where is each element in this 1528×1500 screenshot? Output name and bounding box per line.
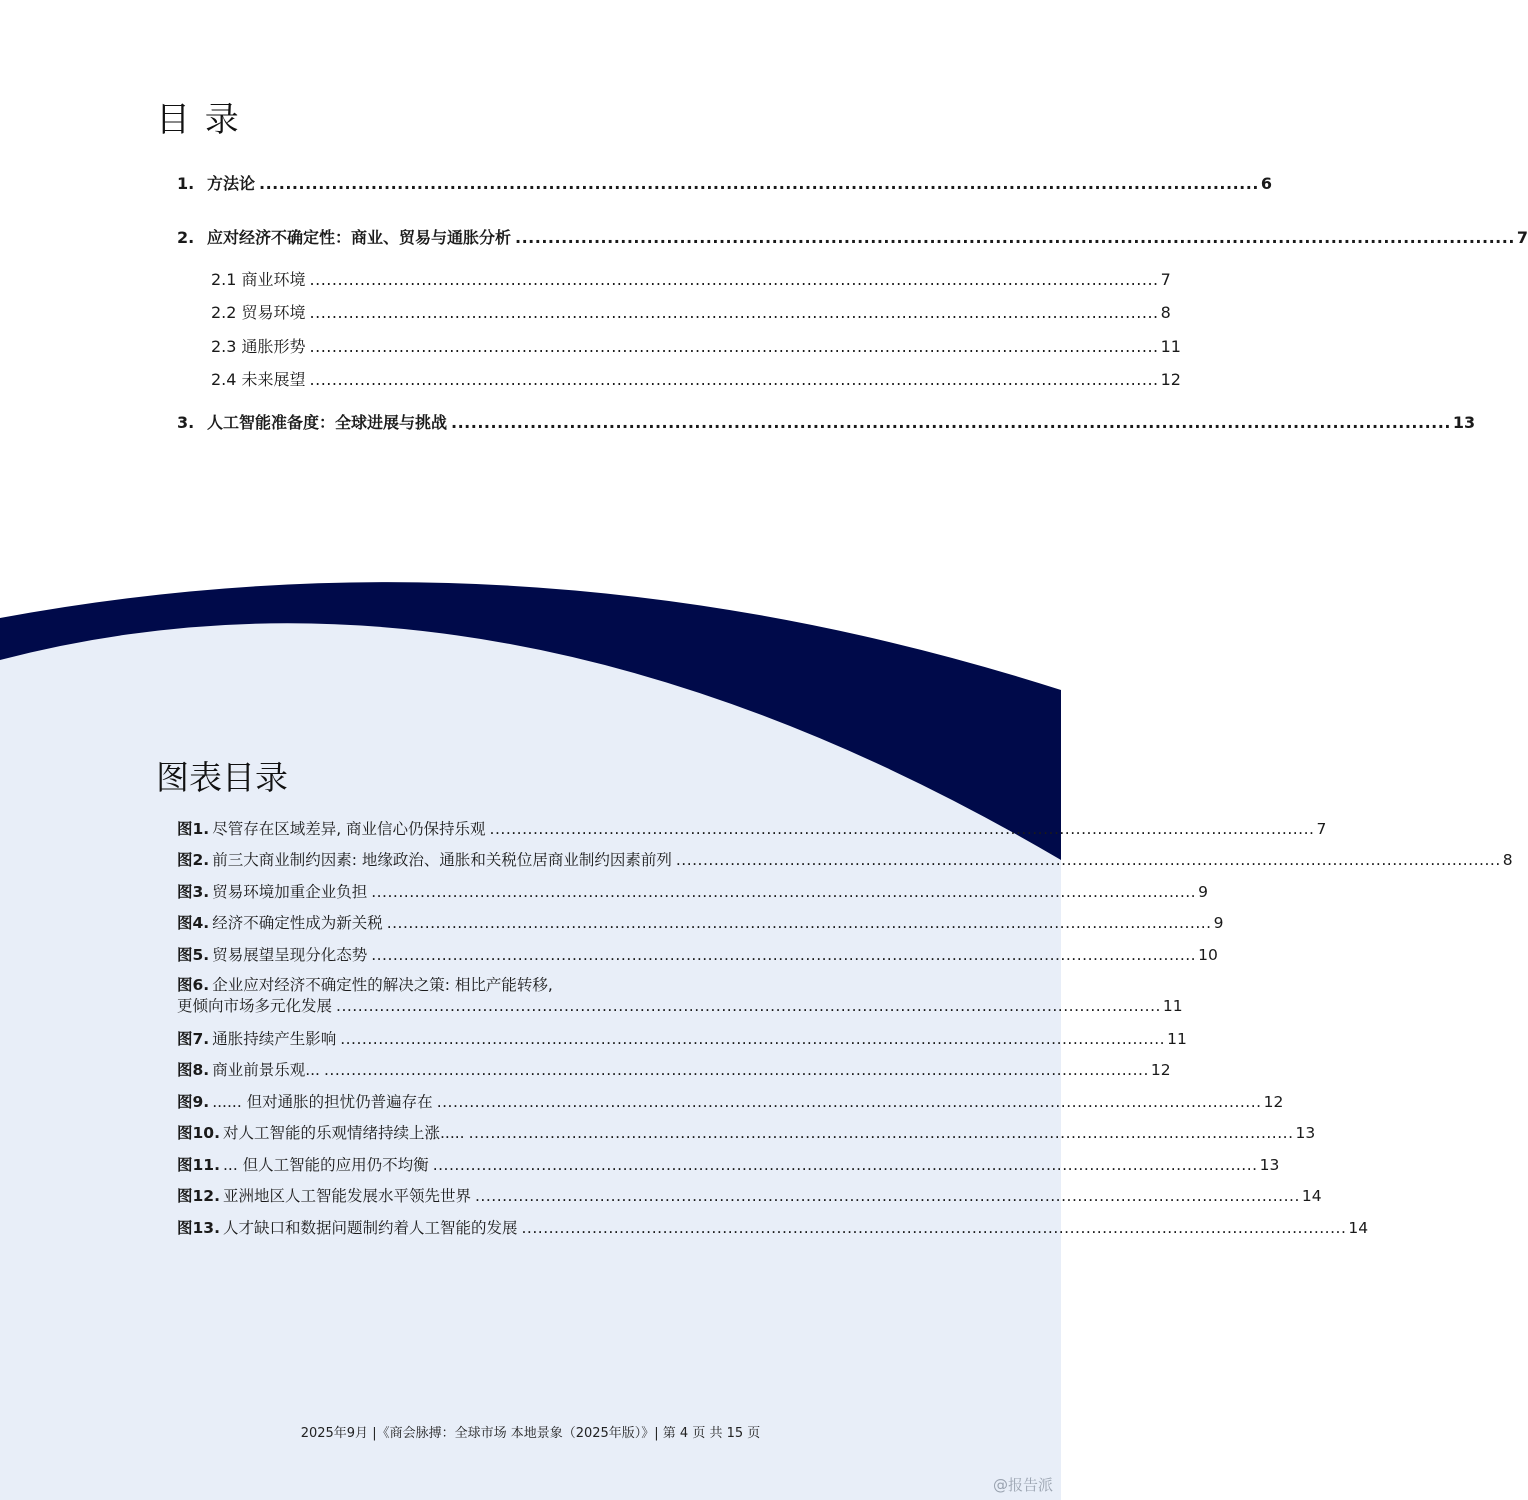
figure-page: 10: [1198, 946, 1218, 964]
toc-entry-page: 7: [1516, 228, 1528, 247]
leader-dots: ........................................................................................................................................................: [323, 1061, 1149, 1079]
toc-entry-page: 8: [1160, 303, 1171, 322]
figure-entry[interactable]: [177, 1091, 1284, 1113]
toc-entry-label: 2.3 通胀形势: [211, 337, 306, 356]
figure-entry[interactable]: [177, 1059, 1171, 1081]
figure-number: 图8.: [177, 1061, 210, 1079]
figure-page: 7: [1316, 820, 1327, 838]
figure-entry[interactable]: [177, 912, 1224, 934]
toc-entry-page: 12: [1160, 370, 1181, 389]
leader-dots: ........................................................................................................................................................: [489, 820, 1315, 838]
figure-number: 图11.: [177, 1156, 220, 1174]
figure-label: 尽管存在区域差异, 商业信心仍保持乐观: [212, 820, 486, 838]
figure-number: 图5.: [177, 946, 210, 964]
leader-dots: ........................................................................................................................................................: [309, 370, 1159, 389]
figure-label-continued: 更倾向市场多元化发展: [177, 997, 333, 1015]
figure-entry[interactable]: [177, 944, 1218, 966]
figure-label: 贸易展望呈现分化态势: [212, 946, 368, 964]
figure-entry[interactable]: [177, 1028, 1187, 1050]
figure-page: 9: [1198, 883, 1208, 901]
figure-label: 对人工智能的乐观情绪持续上涨.....: [222, 1124, 465, 1142]
toc-entry-number: 2.: [177, 228, 195, 247]
figure-number: 图6.: [177, 976, 210, 994]
leader-dots: ........................................................................................................................................................: [371, 883, 1197, 901]
toc-entry[interactable]: [177, 173, 1273, 195]
figure-label: ...... 但对通胀的担忧仍普遍存在: [212, 1093, 433, 1111]
toc-entry-number: 3.: [177, 413, 195, 432]
figure-number: 图2.: [177, 851, 210, 869]
figure-entry[interactable]: [177, 1185, 1322, 1207]
leader-dots: ........................................................................................................................................................: [474, 1187, 1300, 1205]
figure-number: 图12.: [177, 1187, 220, 1205]
figure-page: 11: [1162, 997, 1183, 1015]
leader-dots: ........................................................................................................................................................: [468, 1124, 1294, 1142]
toc-entry[interactable]: [177, 412, 1476, 434]
toc-subentry[interactable]: [211, 302, 1171, 324]
page-footer: 2025年9月 |《商会脉搏：全球市场 本地景象（2025年版）》| 第 4 页 共 15 页: [300, 1426, 761, 1441]
toc-subentry[interactable]: [211, 369, 1181, 391]
figure-page: 13: [1259, 1156, 1280, 1174]
figure-entry[interactable]: [177, 975, 1183, 1017]
figure-page: 8: [1502, 851, 1513, 869]
toc-entry[interactable]: [177, 227, 1528, 249]
toc-entry-label: 方法论: [207, 174, 256, 193]
toc-entry-page: 6: [1260, 174, 1273, 193]
leader-dots: ........................................................................................................................................................: [432, 1156, 1258, 1174]
figure-label: 经济不确定性成为新关税: [212, 914, 383, 932]
leader-dots: ........................................................................................................................................................: [675, 851, 1501, 869]
figure-label: 亚洲地区人工智能发展水平领先世界: [222, 1187, 471, 1205]
leader-dots: ........................................................................................................................................................: [436, 1093, 1262, 1111]
figure-entry[interactable]: [177, 1122, 1316, 1144]
figure-label: 前三大商业制约因素: 地缘政治、通胀和关税位居商业制约因素前列: [212, 851, 672, 869]
leader-dots: ........................................................................................................................................................: [309, 337, 1159, 356]
toc-entry-label: 2.1 商业环境: [211, 270, 306, 289]
figure-page: 14: [1301, 1187, 1322, 1205]
figure-number: 图3.: [177, 883, 210, 901]
figure-page: 11: [1167, 1030, 1187, 1048]
figure-number: 图1.: [177, 820, 210, 838]
toc-title: 目 录: [156, 100, 241, 140]
figure-number: 图10.: [177, 1124, 220, 1142]
figure-label: 贸易环境加重企业负担: [212, 883, 368, 901]
leader-dots: ........................................................................................................................................................: [371, 946, 1197, 964]
figure-page: 14: [1348, 1219, 1369, 1237]
leader-dots: ........................................................................................................................................................: [309, 270, 1159, 289]
leader-dots: ........................................................................................................................................................: [340, 1030, 1166, 1048]
leader-dots: ........................................................................................................................................................: [259, 174, 1259, 193]
leader-dots: ........................................................................................................................................................: [521, 1219, 1347, 1237]
leader-dots: ........................................................................................................................................................: [451, 413, 1451, 432]
figure-page: 9: [1213, 914, 1224, 932]
watermark-text: @报告派: [992, 1476, 1053, 1494]
toc-subentry[interactable]: [211, 269, 1171, 291]
figure-number: 图13.: [177, 1219, 220, 1237]
toc-entry-page: 11: [1160, 337, 1181, 356]
toc-entry-label: 应对经济不确定性：商业、贸易与通胀分析: [207, 228, 512, 247]
toc-entry-number: 1.: [177, 174, 195, 193]
figure-number: 图4.: [177, 914, 210, 932]
figure-label: 企业应对经济不确定性的解决之策: 相比产能转移,: [212, 976, 553, 994]
toc-entry-page: 13: [1452, 413, 1476, 432]
figure-entry[interactable]: [177, 818, 1327, 840]
figure-page: 13: [1295, 1124, 1316, 1142]
leader-dots: ........................................................................................................................................................: [515, 228, 1515, 247]
leader-dots: ........................................................................................................................................................: [336, 997, 1161, 1015]
figure-label: ... 但人工智能的应用仍不均衡: [222, 1156, 429, 1174]
figure-number: 图7.: [177, 1030, 210, 1048]
toc-subentry[interactable]: [211, 336, 1181, 358]
figure-label: 商业前景乐观...: [212, 1061, 320, 1079]
leader-dots: ........................................................................................................................................................: [386, 914, 1212, 932]
toc-entry-page: 7: [1160, 270, 1171, 289]
figure-page: 12: [1263, 1093, 1284, 1111]
figure-label: 通胀持续产生影响: [212, 1030, 337, 1048]
toc-entry-label: 2.2 贸易环境: [211, 303, 306, 322]
figure-number: 图9.: [177, 1093, 210, 1111]
watermark: [993, 1474, 1053, 1495]
figure-entry[interactable]: [177, 849, 1513, 871]
figures-title: 图表目录: [156, 758, 288, 797]
leader-dots: ........................................................................................................................................................: [309, 303, 1159, 322]
toc-entry-label: 人工智能准备度：全球进展与挑战: [207, 413, 448, 432]
figure-entry[interactable]: [177, 1154, 1280, 1176]
figure-entry[interactable]: [177, 1217, 1369, 1239]
figure-page: 12: [1150, 1061, 1171, 1079]
figure-entry[interactable]: [177, 881, 1208, 903]
toc-entry-label: 2.4 未来展望: [211, 370, 306, 389]
figure-label: 人才缺口和数据问题制约着人工智能的发展: [222, 1219, 518, 1237]
